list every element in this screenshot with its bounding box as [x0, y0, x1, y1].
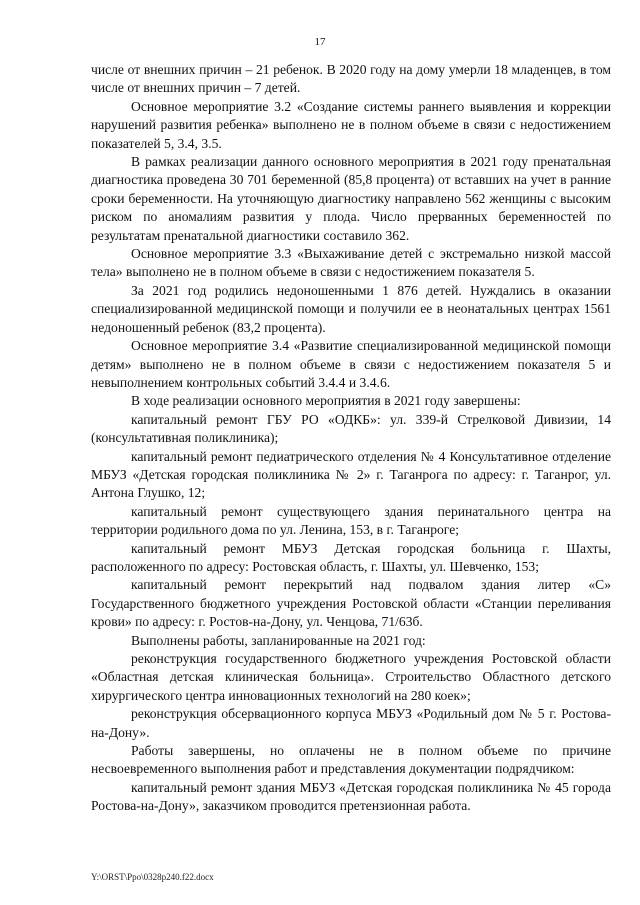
paragraph: За 2021 год родились недоношенными 1 876 детей. Нуждались в оказании специализированной медицинской помощи и получили ее в неонатальных центрах 1561 недоношенный ребенок (83,2 процента). — [91, 282, 611, 335]
paragraph: В рамках реализации данного основного мероприятия в 2021 году пренатальная диагностика проведена 30 701 беременной (85,8 процента) от вставших на учет в ранние сроки беременности. На уточняющую диагностику направлено 562 женщины с высоким риском по аномалиям развития у плода. Число прерванных беременностей по результатам пренатальной диагностики составило 362. — [91, 154, 611, 243]
paragraph: реконструкция обсервационного корпуса МБУЗ «Родильный дом № 5 г. Ростова-на-Дону». — [91, 706, 611, 740]
document-body — [91, 61, 611, 816]
paragraph: капитальный ремонт МБУЗ Детская городская больница г. Шахты, расположенного по адресу: Ростовская область, г. Шахты, ул. Шевченко, 153; — [91, 540, 611, 574]
paragraph: Выполнены работы, запланированные на 2021 год: — [131, 632, 426, 648]
paragraph: капитальный ремонт перекрытий над подвалом здания литер «С» Государственного бюджетного учреждения Ростовской области «Станции переливания крови» по адресу: г. Ростов-на-Дону, ул. Ченцова, 71/63б. — [91, 577, 611, 630]
paragraph: Основное мероприятие 3.4 «Развитие специализированной медицинской помощи детям» выполнено не в полном объеме в связи с недостижением показателя 5 и невыполнением контрольных событий 3.4.4 и 3.4.6. — [91, 338, 611, 390]
footer-file-path: Y:\ORST\Ppo\0328p240.f22.docx — [91, 872, 214, 882]
paragraph: Основное мероприятие 3.3 «Выхаживание детей с экстремально низкой массой тела» выполнено не в полном объеме в связи с недостижением показателя 5. — [91, 246, 611, 280]
paragraph: капитальный ремонт ГБУ РО «ОДКБ»: ул. 339-й Стрелковой Дивизии, 14 (консультативная поликлиника); — [91, 411, 611, 446]
page-number: 17 — [314, 36, 326, 48]
paragraph: реконструкция государственного бюджетного учреждения Ростовской области «Областная детская клиническая больница». Строительство Областного детского хирургического центра инновационных технологий на 280 коек»; — [91, 651, 611, 703]
paragraph: Работы завершены, но оплачены не в полном объеме по причине несвоевременного выполнения работ и представления документации подрядчиком: — [91, 743, 611, 777]
paragraph: капитальный ремонт здания МБУЗ «Детская городская поликлиника № 45 города Ростова-на-Дону», заказчиком проводится претензионная работа. — [91, 779, 611, 814]
paragraph: Основное мероприятие 3.2 «Создание системы раннего выявления и коррекции нарушений развития ребенка» выполнено не в полном объеме в связи с недостижением показателей 5, 3.4, 3.5. — [91, 98, 611, 151]
paragraph: В ходе реализации основного мероприятия в 2021 году завершены: — [131, 393, 521, 409]
paragraph: капитальный ремонт педиатрического отделения № 4 Консультативное отделение МБУЗ «Детская городская поликлиника № 2» г. Таганрога по адресу: г. Таганрог, ул. Антона Глушко, 12; — [91, 448, 611, 501]
paragraph: числе от внешних причин – 21 ребенок. В 2020 году на дому умерли 18 младенцев, в том числе от внешних причин – 7 детей. — [91, 62, 611, 96]
paragraph: капитальный ремонт существующего здания перинатального центра на территории родильного дома по ул. Ленина, 153, в г. Таганроге; — [91, 503, 611, 538]
